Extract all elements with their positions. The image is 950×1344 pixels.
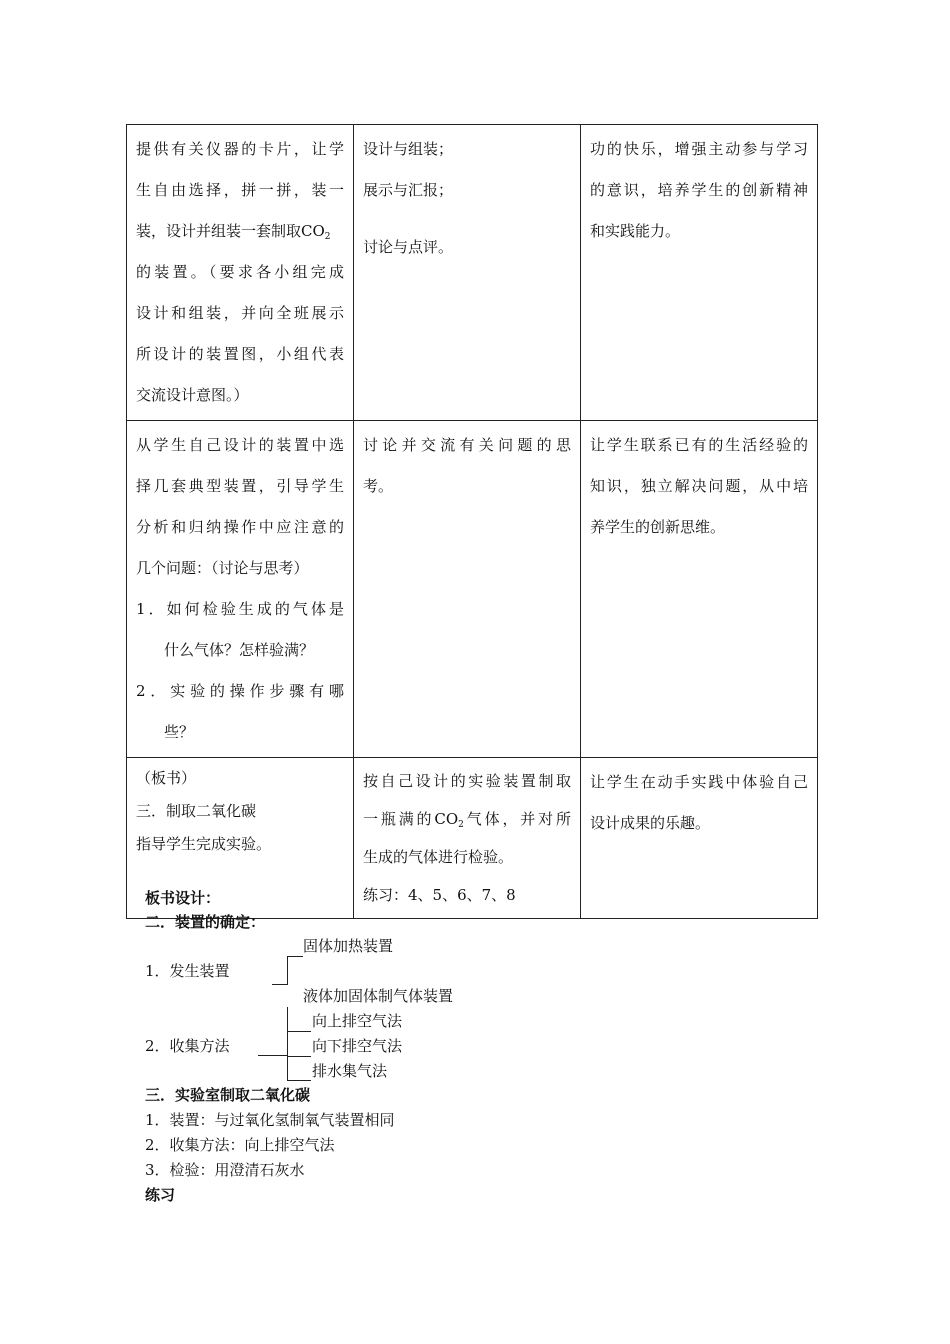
table-row [127,421,818,758]
bracket-line [287,956,303,957]
practice-heading: 练习 [145,1186,176,1204]
table-text: 考。 [363,477,394,495]
table-text: 展示与汇报； [363,181,454,199]
table-text: 提供有关仪器的卡片，让学 [136,140,344,158]
table-text: 三．制取二氧化碳 [136,802,257,820]
option-text: 向下排空气法 [312,1037,403,1055]
table-text: （板书） [136,769,197,787]
table-text: 让学生在动手实践中体验自己 [590,773,808,791]
table-text: 一瓶满的$CO_2$气体，并对所 [363,810,571,830]
table-text: 的意识，培养学生的创新精神 [590,181,808,199]
table-text: 的装置。（要求各小组完成 [136,263,344,281]
table-text: 生成的气体进行检验。 [363,848,514,866]
table-text: 设计和组装，并向全班展示 [136,304,344,322]
bracket-line [258,1055,288,1056]
section-3-item: 3．检验：用澄清石灰水 [145,1161,305,1179]
section-3-item: 2．收集方法：向上排空气法 [145,1136,335,1154]
section-3-title: 三．实验室制取二氧化碳 [145,1086,311,1104]
table-text: 按自己设计的实验装置制取 [363,772,571,790]
design-intent-cell [581,421,818,758]
board-title: 板书设计： [145,889,221,907]
table-text: 些？ [164,723,195,741]
option-text: 液体加固体制气体装置 [303,987,454,1005]
table-text: 讨论与点评。 [363,238,454,256]
item-label: 2．收集方法 [145,1037,230,1055]
table-text: 分析和归纳操作中应注意的 [136,518,344,536]
lesson-table [126,124,818,919]
student-activity-cell [354,421,581,758]
table-text: 2．实验的操作步骤有哪 [136,682,344,700]
teacher-activity-cell [127,125,354,421]
table-text: 养学生的创新思维。 [590,518,726,536]
section-2-title: 二．装置的确定： [145,913,266,931]
table-text: 练习：4、5、6、7、8 [363,886,516,904]
table-text: 几个问题：（讨论与思考） [136,559,309,577]
table-text: 功的快乐，增强主动参与学习 [590,140,808,158]
table-text: 指导学生完成实验。 [136,835,272,853]
table-text: 装，设计并组装一套制取$CO_2$ [136,222,331,242]
table-text: 让学生联系已有的生活经验的 [590,436,808,454]
option-text: 排水集气法 [312,1062,388,1080]
table-text: 知识，独立解决问题，从中培 [590,477,808,495]
bracket-line [287,956,288,985]
section-3-item: 1．装置：与过氧化氢制氧气装置相同 [145,1111,395,1129]
bracket-line [287,1080,311,1081]
student-activity-cell [354,758,581,919]
table-text: 和实践能力。 [590,222,681,240]
option-text: 固体加热装置 [303,937,394,955]
table-text: 1．如何检验生成的气体是 [136,600,344,618]
table-text: 所设计的装置图，小组代表 [136,345,344,363]
table-text: 从学生自己设计的装置中选 [136,436,344,454]
bracket-line [287,1056,311,1057]
table-row [127,125,818,421]
student-activity-cell [354,125,581,421]
teacher-activity-cell [127,421,354,758]
table-text: 交流设计意图。） [136,386,249,404]
table-row [127,758,818,919]
bracket-line [272,984,288,985]
table-text: 择几套典型装置，引导学生 [136,477,344,495]
table-text: 设计成果的乐趣。 [590,814,711,832]
table-text: 生自由选择，拼一拼，装一 [136,181,344,199]
table-text: 设计与组装； [363,140,454,158]
design-intent-cell [581,125,818,421]
table-text: 什么气体？怎样验满？ [164,641,315,659]
item-label: 1．发生装置 [145,962,230,980]
option-text: 向上排空气法 [312,1012,403,1030]
table-text: 讨论并交流有关问题的思 [363,436,571,454]
design-intent-cell [581,758,818,919]
bracket-line [287,1007,288,1081]
bracket-line [287,1031,311,1032]
